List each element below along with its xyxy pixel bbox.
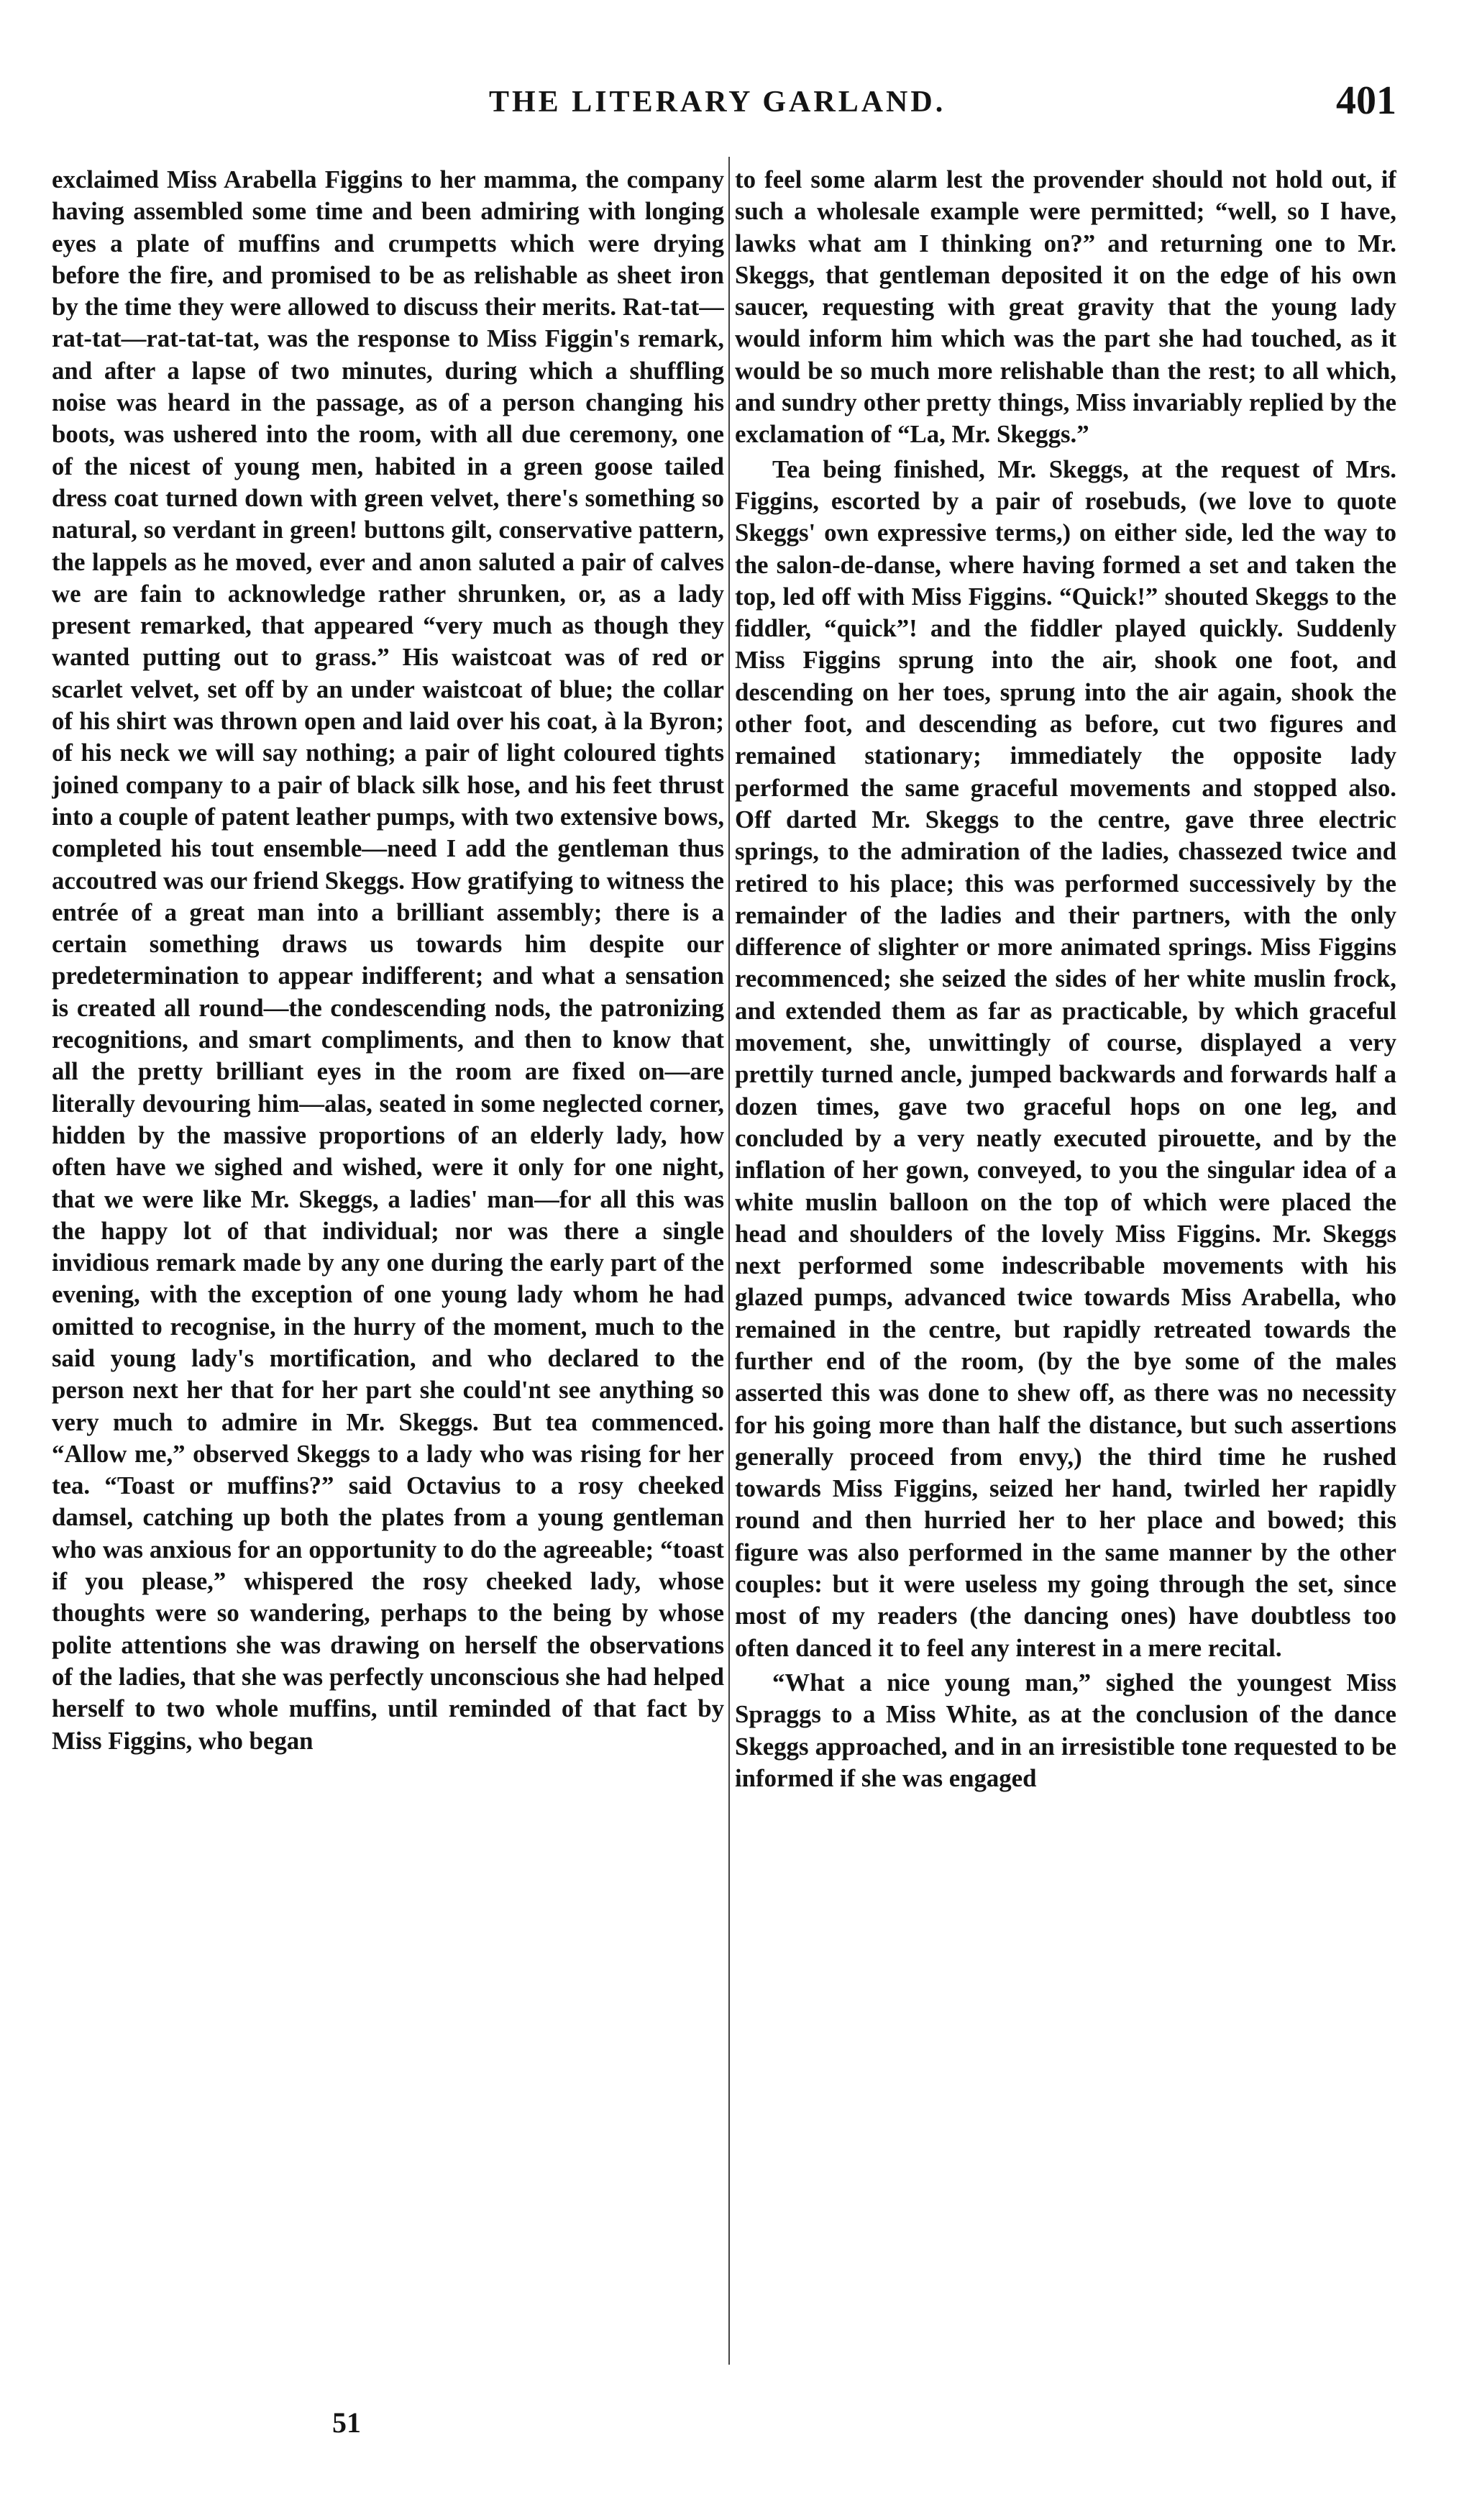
column-divider: [728, 157, 730, 2365]
paragraph: to feel some alarm lest the provender should not hold out, if such a wholesale example were permitted; “well, so I have, lawks what am I thinking on?” and returning one to Mr. Skeggs, that gentleman deposited it on the edge of his own saucer, requesting with great gravity that the young lady would inform him which was the part she had touched, as it would be so much more relishable than the rest; to all which, and sundry other pretty things, Miss invariably replied by the exclamation of “La, Mr. Skeggs.”: [735, 165, 1396, 449]
page-number: 401: [1336, 78, 1396, 123]
journal-title: THE LITERARY GARLAND.: [489, 86, 946, 119]
running-head: [0, 78, 1482, 135]
signature-mark: 51: [332, 2406, 361, 2439]
paragraph: exclaimed Miss Arabella Figgins to her mamma, the company having assembled some time and been admiring with longing eyes a plate of muffins and crumpetts which were drying before the fire, and promised to be as relishable as sheet iron by the time they were allowed to discuss their merits. Rat-tat—rat-tat—rat-tat-tat, was the response to Miss Figgin's remark, and after a lapse of two minutes, during which a shuffling noise was heard in the passage, as of a person changing his boots, was ushered into the room, with all due ceremony, one of the nicest of young men, habited in a green goose tailed dress coat turned down with green velvet, there's something so natural, so verdant in green! buttons gilt, conservative pattern, the lappels as he moved, ever and anon saluted a pair of calves we are fain to acknowledge rather shrunken, or, as a lady present remarked, that appeared “very much as though they wanted putting out to grass.” His waistcoat was of red or scarlet velvet, set off by an under waistcoat of blue; the collar of his shirt was thrown open and laid over his coat, à la Byron; of his neck we will say nothing; a pair of light coloured tights joined company to a pair of black silk hose, and his feet thrust into a couple of patent leather pumps, with two extensive bows, completed his tout ensemble—need I add the gentleman thus accoutred was our friend Skeggs. How gratifying to witness the entrée of a great man into a brilliant assembly; there is a certain something draws us towards him despite our predetermination to appear indifferent; and what a sensation is created all round—the condescending nods, the patronizing recognitions, and smart compliments, and then to know that all the pretty brilliant eyes in the room are fixed on—are literally devouring him—alas, seated in some neglected corner, hidden by the massive proportions of an elderly lady, how often have we sighed and wished, were it only for one night, that we were like Mr. Skeggs, a ladies' man—for all this was the happy lot of that individual; nor was there a single invidious remark made by any one during the early part of the evening, with the exception of one young lady whom he had omitted to recognise, in the hurry of the moment, much to the said young lady's mortification, and who declared to the person next her that for her part she could'nt see anything so very much to admire in Mr. Skeggs. But tea commenced. “Allow me,” observed Skeggs to a lady who was rising for her tea. “Toast or muffins?” said Octavius to a rosy cheeked damsel, catching up both the plates from a young gentleman who was anxious for an opportunity to do the agreeable; “toast if you please,” whispered the rosy cheeked lady, whose thoughts were so wandering, perhaps to the being by whose polite attentions she was drawing on herself the observations of the ladies, that she was perfectly unconscious she had helped herself to two whole muffins, until reminded of that fact by Miss Figgins, who began: [52, 165, 724, 1755]
left-column: [52, 164, 724, 2343]
paragraph: Tea being finished, Mr. Skeggs, at the request of Mrs. Figgins, escorted by a pair of rosebuds, (we love to quote Skeggs' own expressive terms,) on either side, led the way to the salon-de-danse, where having formed a set and taken the top, led off with Miss Figgins. “Quick!” shouted Skeggs to the fiddler, “quick”! and the fiddler played quickly. Suddenly Miss Figgins sprung into the air, shook one foot, and descending on her toes, sprung into the air again, shook the other foot, and descending as before, cut two figures and remained stationary; immediately the opposite lady performed the same graceful movements and stopped also. Off darted Mr. Skeggs to the centre, gave three electric springs, to the admiration of the ladies, chassezed twice and retired to his place; this was performed successively by the remainder of the ladies and their partners, with the only difference of slighter or more animated springs. Miss Figgins recommenced; she seized the sides of her white muslin frock, and extended them as far as practicable, by which graceful movement, she, unwittingly of course, displayed a very prettily turned ancle, jumped backwards and forwards half a dozen times, gave two graceful hops on one leg, and concluded by a very neatly executed pirouette, and by the inflation of her gown, conveyed, to you the singular idea of a white muslin balloon on the top of which were placed the head and shoulders of the lovely Miss Figgins. Mr. Skeggs next performed some indescribable movements with his glazed pumps, advanced twice towards Miss Arabella, who remained in the centre, but rapidly retreated towards the further end of the room, (by the bye some of the males asserted this was done to shew off, as there was no necessity for his going more than half the distance, but such assertions generally proceed from envy,) the third time he rushed towards Miss Figgins, seized her hand, twirled her rapidly round and then hurried her to her place and bowed; this figure was also performed in the same manner by the other couples: but it were useless my going through the set, since most of my readers (the dancing ones) have doubtless too often danced it to feel any interest in a mere recital.: [735, 455, 1396, 1662]
paragraph: “What a nice young man,” sighed the youngest Miss Spraggs to a Miss White, as at the conclusion of the dance Skeggs approached, and in an irresistible tone requested to be informed if she was engaged: [735, 1668, 1396, 1792]
right-column: [735, 164, 1396, 2343]
